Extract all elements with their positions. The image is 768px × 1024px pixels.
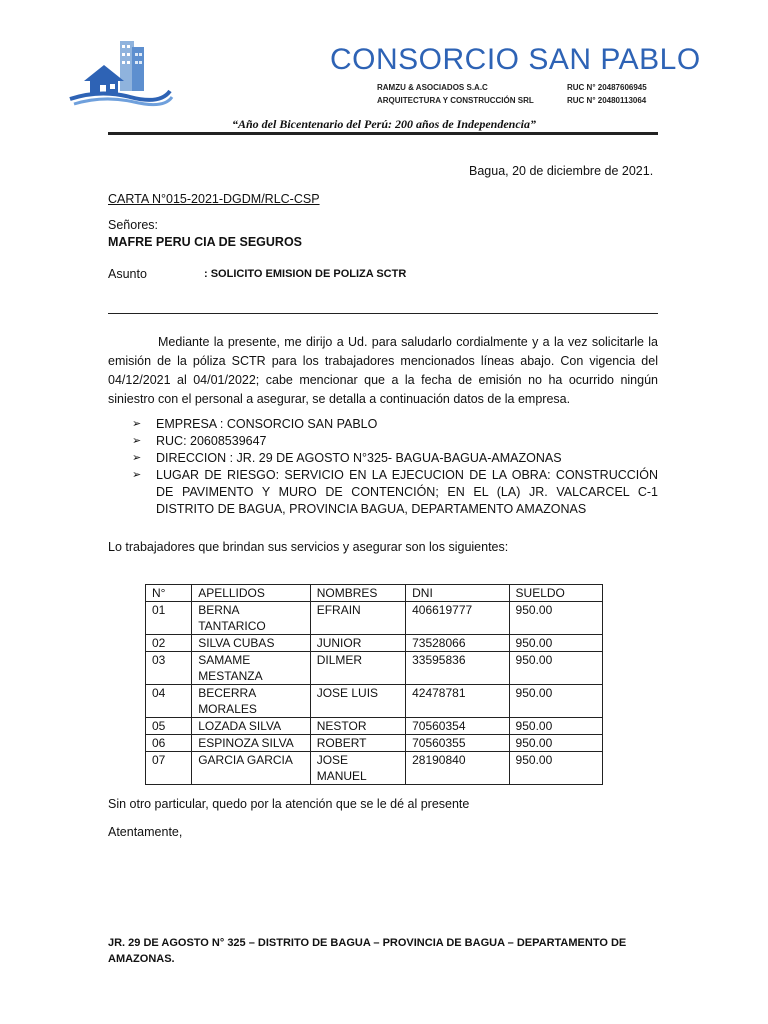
column-header: APELLIDOS bbox=[192, 585, 311, 602]
company-details-list bbox=[132, 416, 658, 518]
table-cell: JOSE MANUEL bbox=[310, 752, 405, 785]
table-cell: 07 bbox=[146, 752, 192, 785]
table-cell: 950.00 bbox=[509, 718, 602, 735]
table-cell: 04 bbox=[146, 685, 192, 718]
table-cell: DILMER bbox=[310, 652, 405, 685]
list-item: ➢ RUC: 20608539647 bbox=[132, 434, 267, 448]
place-date: Bagua, 20 de diciembre de 2021. bbox=[469, 164, 654, 178]
partner-ruc-2: RUC N° 20480113064 bbox=[567, 96, 647, 105]
header-divider bbox=[108, 132, 658, 135]
motto: “Año del Bicentenario del Perú: 200 años de Independencia” bbox=[232, 117, 536, 131]
table-cell: 950.00 bbox=[509, 685, 602, 718]
table-cell: 950.00 bbox=[509, 652, 602, 685]
closing-text: Sin otro particular, quedo por la atención que se le dé al presente bbox=[108, 797, 470, 811]
table-cell: 06 bbox=[146, 735, 192, 752]
table-cell: 01 bbox=[146, 602, 192, 635]
workers-intro: Lo trabajadores que brindan sus servicios y asegurar son los siguientes: bbox=[108, 540, 509, 554]
partner-ruc-1: RUC N° 20487606945 bbox=[567, 83, 647, 92]
table-header-row bbox=[146, 585, 603, 602]
list-item: ➢ EMPRESA : CONSORCIO SAN PABLO bbox=[132, 417, 378, 431]
column-header: DNI bbox=[406, 585, 509, 602]
table-row bbox=[146, 685, 603, 718]
company-name: CONSORCIO SAN PABLO bbox=[330, 43, 701, 76]
partner-name-2: ARQUITECTURA Y CONSTRUCCIÓN SRL bbox=[377, 96, 534, 105]
table-cell: NESTOR bbox=[310, 718, 405, 735]
arrow-bullet-icon: ➢ bbox=[132, 435, 142, 447]
table-cell: 03 bbox=[146, 652, 192, 685]
table-cell: GARCIA GARCIA bbox=[192, 752, 311, 785]
subject-divider bbox=[108, 313, 658, 314]
company-logo bbox=[60, 37, 175, 109]
table-cell: 950.00 bbox=[509, 602, 602, 635]
table-cell: ROBERT bbox=[310, 735, 405, 752]
table-cell: ESPINOZA SILVA bbox=[192, 735, 311, 752]
table-cell: JOSE LUIS bbox=[310, 685, 405, 718]
recipient: MAFRE PERU CIA DE SEGUROS bbox=[108, 235, 303, 249]
column-header: SUELDO bbox=[509, 585, 602, 602]
table-cell: 05 bbox=[146, 718, 192, 735]
table-row bbox=[146, 752, 603, 785]
body-text: Mediante la presente, me dirijo a Ud. para saludarlo cordialmente y a la vez solicitarle la emisión de la póliza SCTR para los trabajadores mencionados líneas abajo. Con vigencia del 04/12/2021 al 04/01/2022; cabe mencionar que a la fecha de emisión no ha ocurrido ningún siniestro con el personal a asegurar, se detalla a continuación datos de la empresa. bbox=[108, 335, 658, 406]
table-cell: 73528066 bbox=[406, 635, 509, 652]
table-cell: 950.00 bbox=[509, 752, 602, 785]
table-row bbox=[146, 635, 603, 652]
table-cell: 70560354 bbox=[406, 718, 509, 735]
table-cell: 28190840 bbox=[406, 752, 509, 785]
table-row bbox=[146, 602, 603, 635]
body-paragraph bbox=[108, 333, 658, 409]
table-cell: SAMAME MESTANZA bbox=[192, 652, 311, 685]
arrow-bullet-icon: ➢ bbox=[132, 469, 142, 481]
table-cell: BECERRA MORALES bbox=[192, 685, 311, 718]
arrow-bullet-icon: ➢ bbox=[132, 418, 142, 430]
partner-name-1: RAMZU & ASOCIADOS S.A.C bbox=[377, 83, 488, 92]
list-item: ➢ LUGAR DE RIESGO: SERVICIO EN LA EJECUCION DE LA OBRA: CONSTRUCCIÓN DE PAVIMENTO Y MURO DE CONTENCIÓN; EN EL (LA) JR. VALCARCEL C-1 DISTRITO DE BAGUA, PROVINCIA BAGUA, DEPARTAMENTO AMAZONAS bbox=[132, 468, 658, 516]
signoff: Atentamente, bbox=[108, 825, 183, 839]
table-cell: 950.00 bbox=[509, 635, 602, 652]
list-item: ➢ DIRECCION : JR. 29 DE AGOSTO N°325- BAGUA-BAGUA-AMAZONAS bbox=[132, 451, 562, 465]
footer-address: JR. 29 DE AGOSTO N° 325 – DISTRITO DE BAGUA – PROVINCIA DE BAGUA – DEPARTAMENTO DE AMAZONAS. bbox=[108, 937, 627, 965]
table-cell: 70560355 bbox=[406, 735, 509, 752]
table-cell: 42478781 bbox=[406, 685, 509, 718]
column-header: NOMBRES bbox=[310, 585, 405, 602]
table-cell: EFRAIN bbox=[310, 602, 405, 635]
subject-label: Asunto bbox=[108, 267, 147, 281]
table-cell: JUNIOR bbox=[310, 635, 405, 652]
workers-table bbox=[145, 584, 603, 785]
table-cell: 02 bbox=[146, 635, 192, 652]
column-header: N° bbox=[146, 585, 192, 602]
table-cell: SILVA CUBAS bbox=[192, 635, 311, 652]
table-row bbox=[146, 718, 603, 735]
table-cell: 33595836 bbox=[406, 652, 509, 685]
table-cell: 406619777 bbox=[406, 602, 509, 635]
salutation: Señores: bbox=[108, 218, 159, 232]
table-row bbox=[146, 735, 603, 752]
table-cell: 950.00 bbox=[509, 735, 602, 752]
letter-reference: CARTA N°015-2021-DGDM/RLC-CSP bbox=[108, 192, 320, 206]
table-cell: LOZADA SILVA bbox=[192, 718, 311, 735]
table-cell: BERNA TANTARICO bbox=[192, 602, 311, 635]
table-row bbox=[146, 652, 603, 685]
subject: : SOLICITO EMISION DE POLIZA SCTR bbox=[204, 268, 407, 280]
arrow-bullet-icon: ➢ bbox=[132, 452, 142, 464]
